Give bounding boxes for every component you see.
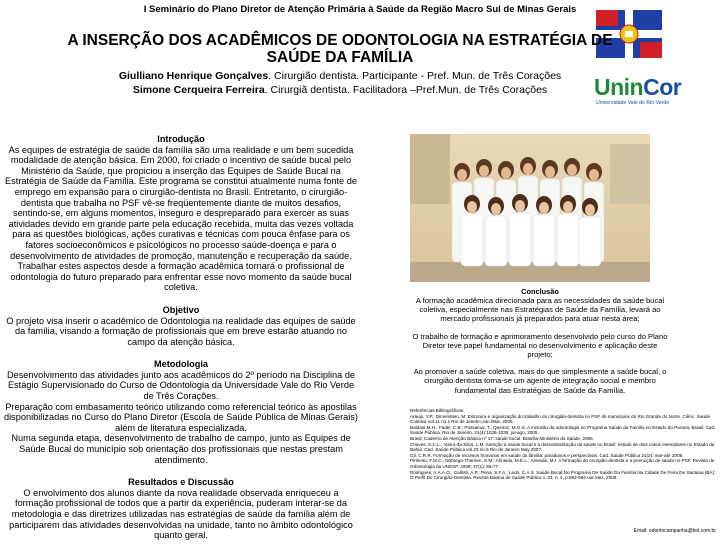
conclusao-paragraph-1: A formação acadêmica direcionada para as necessidades da saúde bucal coletiva, especialmente nas Estratégias de Saúde da Família, levará ao mercado profissionais já preparados para atuar nesta área; [415, 296, 665, 324]
resultados-text: O envolvimento dos alunos diante da nova realidade observada enriqueceu a formação profissional de todos que a partir da experiência, puderam interar-se da metodologia e das diretrizes utilizadas nas estratégias de saúde da família além de participarem das atividades desenvolvidas na unidade, tanto no âmbito odontológico quanto geral. [9, 487, 353, 541]
references [410, 408, 718, 481]
reference-item: Baldani,M.H.; Fadel, C.B.; Possamai, T.; Queiroz, M.G.S. A inclusão da odontologia no Programa Saúde da Família no Estado do Paraná, Brasil. Cad. Saúde Pública, Rio de Janeiro, 21(4):1026-1035, jul-ago, 2005. [410, 424, 716, 436]
section-metodologia [4, 359, 358, 465]
left-column [4, 134, 358, 553]
logo-word-part-1: Unin [594, 74, 644, 100]
event-title: I Seminário do Plano Diretor de Atenção Primária à Saúde da Região Macro Sul de Minas Gerais [143, 4, 577, 15]
reference-item: Chaves, S.C.L.; Vieira-da-Silva, L.M. Atenção à saúde bucal e a descentralização da saúde no Brasil: estudo de dois casos exemplares no Estado da Bahia. Cad. Saúde Pública vol.23 no.5 Rio de Janeiro May 2007. [410, 441, 715, 453]
metodologia-paragraph-2: Preparação com embasamento teórico utilizando como referencial teórico às apostilas disponibilizadas no Curso do Plano Diretor (Escola de Saúde Pública de Minas Gerais) além de literatura especializada. [4, 401, 358, 433]
right-column [410, 287, 670, 403]
conclusao-paragraph-2: O trabalho de formação e aprimoramento desenvolvido pelo curso do Plano Diretor teve papel fundamental no desenvolvimento e aplicação deste projeto; [412, 331, 668, 360]
section-introducao [4, 134, 358, 293]
section-resultados [4, 477, 358, 541]
conclusao-heading: Conclusão [521, 287, 559, 296]
group-photo-image [410, 134, 650, 282]
conclusao-paragraph-3: Ao promover a saúde coletiva, mais do que simplesmente a saúde bucal, o cirurgião dentista torna-se um agente de integração social e membro fundamental das Estratégias de Saúde da Família. [413, 367, 667, 395]
author-2-name: Simone Cerqueira Ferreira [132, 84, 265, 96]
reference-item: Araujo, Y.P.; Dimenstein, M. Estrutura e organização do trabalho do cirurgião-dentista no PSF de municípios do Rio Grande do Norte. Ciênc. Saúde Coletiva vol.11 no.1 Rio de Janeiro Jan./Mar. 2006. [410, 413, 711, 425]
author-1-name: Giulliano Henrique Gonçalves [118, 70, 269, 82]
contact-email: Email: odontocampanha@bol.com.br [633, 528, 716, 534]
reference-item: Rodrigues, A.A.A.O.; Gallotti, A.P.; Pena, S.F.A.; Ledo, C.A.S. Saúde Bucal No Programa De Saúde Da Família Na Cidade De Feira De Santana (BA): O Perfil Do Cirurgião-Dentista. Revista Baiana de Saúde Pública v. 33, n. 4, p.582-594 out./dez. 2009. [410, 469, 716, 481]
metodologia-paragraph-3: Numa segunda etapa, desenvolvimento de trabalho de campo, junto as Equipes de Saúde Bucal do município sob orientação dos profissionais que nestas prestam atendimento. [11, 433, 351, 465]
introducao-heading: Introdução [157, 134, 205, 144]
reference-item: Brasil, Caderno de Atenção Básica nº 17: saúde bucal. Brasília Ministério da Saúde, 2006. [410, 435, 595, 441]
reference-item: Pinheiro, F.M.C.; Nóbrega-Therrien, S.M.; Almeida, M.E.L.; Almeida, M.I. A formação do cirurgião-dentista e a promoção de saúde no PSF. Revista de Odontologia da UNESP. 2008; 37(1): 69-77. [410, 458, 715, 469]
objetivo-heading: Objetivo [162, 304, 200, 315]
reference-item: Gil, C.R.R. Formação de recursos humanos em saúde da família: paradoxos e perspectivas. Cad. Saúde Pública 21(2): mar-abr 2005. [410, 452, 684, 458]
unincor-logo [594, 74, 706, 110]
metodologia-paragraph-1: Desenvolvimento das atividades junto aos acadêmicos do 2º período na Disciplina de Estágio Supervisionado do Curso de Odontologia da Universidade Vale do Rio Verde de Três Corações. [6, 369, 356, 402]
logo-wordmark [594, 74, 681, 100]
objetivo-text: O projeto visa inserir o acadêmico de Odontologia na realidade das equipes de saúde da família, visando a formação de profissionais que em breve estarão atuando no campo da atenção básica. [6, 315, 356, 347]
section-objetivo [4, 305, 358, 347]
group-photo [410, 134, 650, 282]
metodologia-heading: Metodologia [153, 359, 209, 370]
logo-subtitle: Universidade Vale do Rio Verde [596, 100, 670, 106]
author-line-2 [20, 84, 660, 97]
poster-title: A INSERÇÃO DOS ACADÊMICOS DE ODONTOLOGIA NA ESTRATÉGIA DE SAÚDE DA FAMÍLIA [67, 32, 613, 66]
author-line-1 [20, 70, 660, 83]
author-1-description: . Cirurgião dentista. Participante - Pref. Mun. de Três Corações [268, 70, 562, 82]
introducao-text: As equipes de estratégia de saúde da família são uma realidade e um bem sucedida modalidade de atenção básica. Em 2000, foi criado o incentivo de saúde bucal pelo Ministério da Saúde, que propiciou a inserção das Equipes de Saúde Bucal na Estratégia de Saúde da Família. Este programa se constitui atualmente numa fonte de emprego em expansão para o cirurgião-dentista no Brasil. Entretanto, o cirurgião-dentista que trabalha no PSF vê-se freqüentemente diante de muitos desafios, sentindo-se, em alguns momentos, inseguro e despreparado para exercer as suas atividades devido em grande parte pela educação recebida, muita das vezes voltada para as questões biológicas, ações curativas e técnicas com pouca ênfase para os fatores socioeconômicos e psicológicos no processo saúde-doença e para o desenvolvimento de atividades de promoção, manutenção e recuperação da saúde. Trabalhar estes aspectos desde a formação acadêmica tornará o profissional de odontologia do futuro preparado para enfrentar esse novo momento da saúde bucal coletiva. [5, 144, 357, 293]
references-heading: Referências Bibliográficas: [410, 408, 465, 413]
logo-word-part-2: Cor [643, 74, 682, 100]
resultados-heading: Resultados e Discussão [128, 477, 234, 488]
author-2-description: . Cirurgiã dentista. Facilitadora –Pref.Mun. de Três Corações [264, 84, 548, 96]
